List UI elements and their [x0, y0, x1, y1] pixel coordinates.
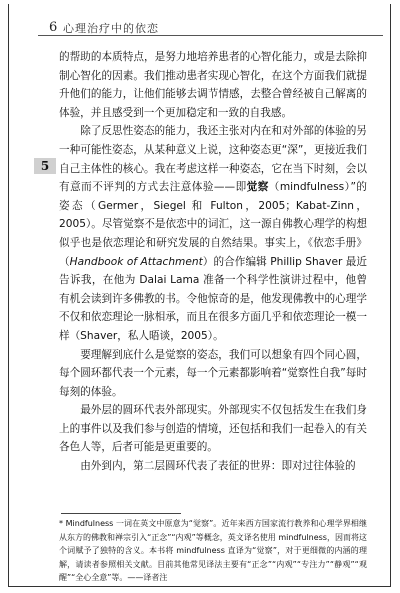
paragraph-3: 要理解到底什么是觉察的姿态，我们可以想象有四个同心圆，每个圆环都代表一个元素，每一个元素都影响着“觉察性自我”每时每刻的体验。 [59, 348, 367, 398]
mindfulness-term: 觉察 [246, 181, 269, 194]
paragraph-1: 的帮助的本质特点，是努力地培养患者的心智化能力，或是去除抑制心智化的因素。我们推动患者实现心智化，在这个方面我们就提升他们的能力，让他们能够去调节情感，去整合曾经被自己解离的体验，并且感受到一个更加稳定和一致的自我感。 [59, 51, 367, 119]
paragraph-4: 最外层的圆环代表外部现实。外部现实不仅包括发生在我们身上的事件以及我们参与创造的情境，还包括和我们一起卷入的有关各色人等，后者可能是更重要的。 [59, 404, 367, 454]
header-rule [38, 35, 383, 36]
paragraph-2 [59, 122, 367, 345]
footnote-rule [61, 513, 181, 514]
paragraph-2-end: ）的合作编辑 Phillip Shaver 最近告诉我，在他为 Dalai Lama 准备一个科学性演讲过程中，他曾有机会读到许多佛教的书。令他惊奇的是，他发现佛教中的心理学不仅和依恋理论一脉相承，而且在很多方面几乎和依恋理论一模一样（Shaver，私人晤谈，2005）。 [59, 255, 368, 342]
paragraph-2-text: 除了反思性姿态的能力，我还主张对内在和对外部的体验的另一种可能性姿态，从某种意义上说，这种姿态更“深”，更接近我们自己主体性的核心。我在考虑这样一种姿态，它在当下时刻，会以有意而不评判的方式去注意体验——即 [59, 125, 367, 194]
section-marker: 5 [34, 158, 56, 174]
paragraph-5: 由外到内，第二层圆环代表了表征的世界：即对过往体验的 [80, 460, 356, 473]
page-number: 6 [49, 20, 58, 35]
footnote: * Mindfulness 一词在英文中原意为“觉察”。近年来西方国家流行教养和心理学界相继从东方的佛教和禅宗引入“正念”“内观”等概念，英文译名使用 mindfulness，因而将这个词赋予了独特的含义。本书将 mindfulness 直译为“觉察”，对于更细微的内涵的理解，请读者参照相关文献。目前其他常见译法主要有“正念”“内观”“专注力”“静观”“观醒”“全心全意”等。——译者注 [59, 519, 367, 582]
running-title: 心理治疗中的依恋 [63, 22, 159, 35]
paragraph-2-cont: （mindfulness）”的姿态（Germer，Siegel 和 Fulton，2005；Kabat-Zinn，2005）。尽管觉察不是依恋中的词汇，这一源自佛教心理学的构想似乎也是依恋理论和研究发展的自然结果。事实上，《依恋手册》（ [59, 181, 367, 268]
handbook-title: Handbook of Attachment [69, 255, 203, 268]
page-header [0, 0, 400, 45]
body-text [59, 48, 367, 476]
